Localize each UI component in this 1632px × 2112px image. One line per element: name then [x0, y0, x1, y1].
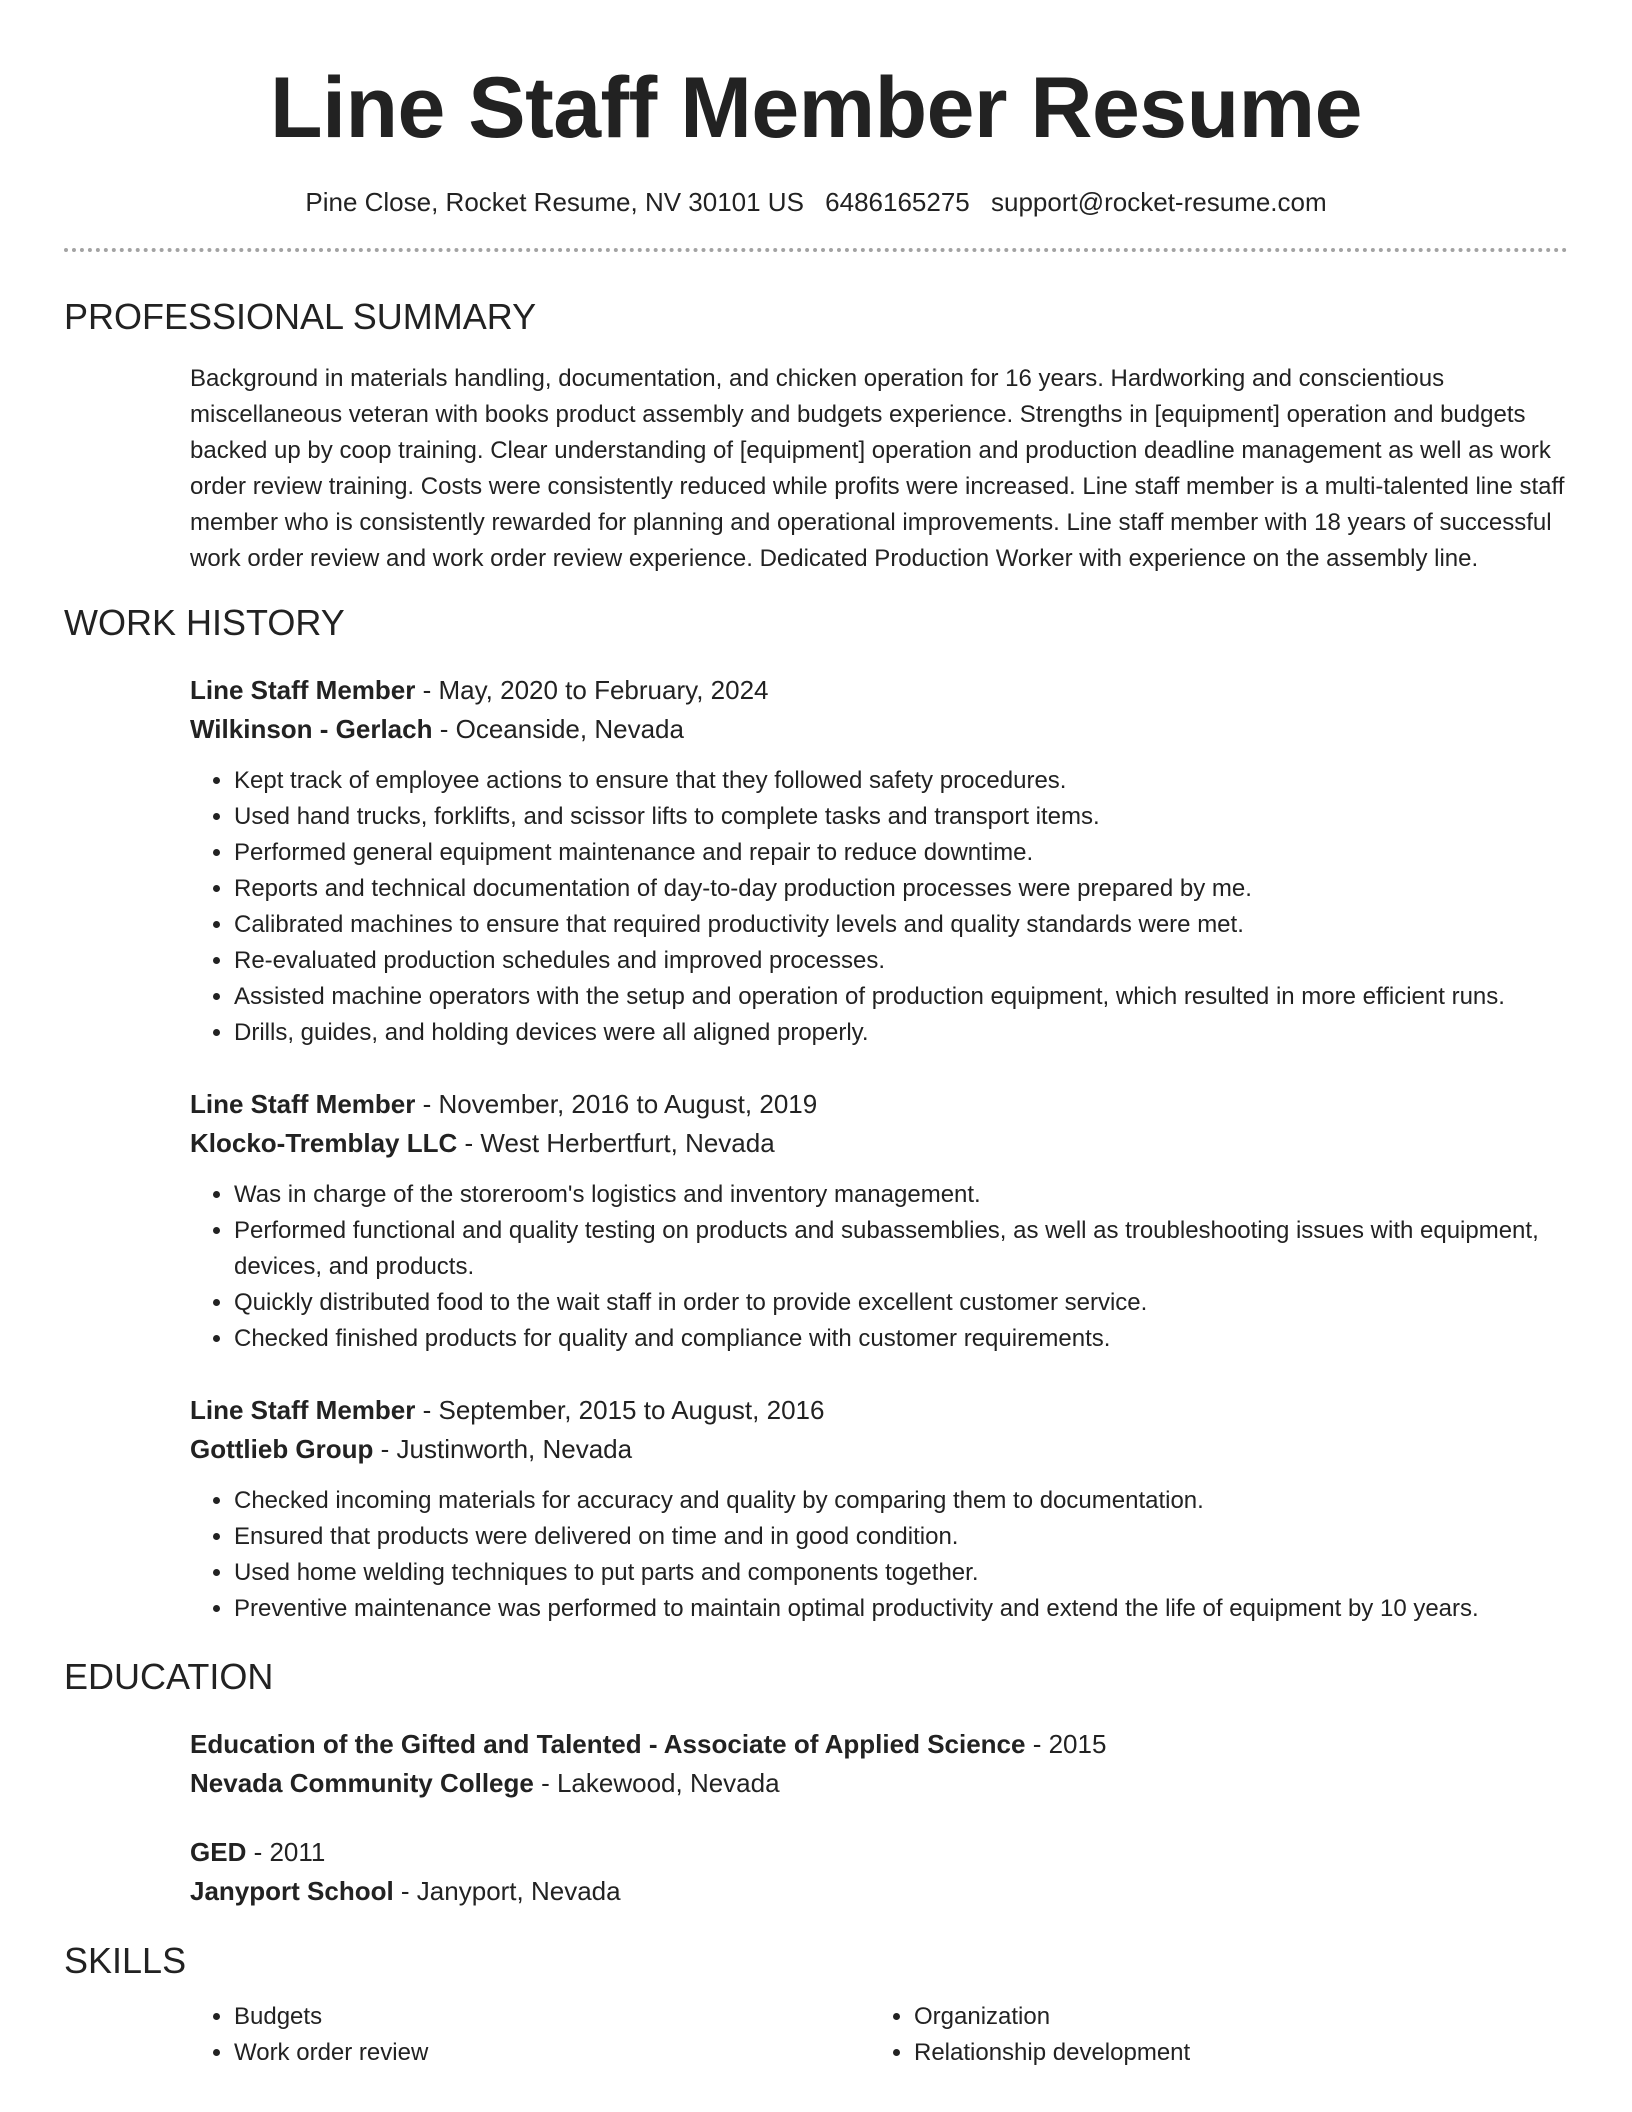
summary-heading: PROFESSIONAL SUMMARY	[64, 296, 537, 337]
resume-title: Line Staff Member Resume	[270, 60, 1362, 156]
skill-item: • Organization	[914, 1999, 1550, 2035]
education-degree-line	[190, 1725, 1568, 1764]
education-heading: EDUCATION	[64, 1656, 274, 1697]
job-dates: - September, 2015 to August, 2016	[415, 1395, 825, 1425]
job-role: Line Staff Member	[190, 1395, 416, 1425]
skills-column-left	[190, 1999, 870, 2071]
contact-email: support@rocket-resume.com	[991, 187, 1327, 217]
contact-address: Pine Close, Rocket Resume, NV 30101 US	[305, 187, 804, 217]
job-company-line	[190, 1124, 1568, 1163]
education-year: - 2011	[246, 1837, 326, 1867]
education-degree: GED	[190, 1837, 247, 1867]
job-duties	[190, 1177, 1568, 1357]
job-duty: • Kept track of employee actions to ensure that they followed safety procedures.	[234, 763, 1568, 799]
skill-item: • Relationship development	[914, 2035, 1550, 2071]
job-entry	[190, 1085, 1568, 1357]
job-company-line	[190, 1430, 1568, 1469]
job-location: - Justinworth, Nevada	[373, 1434, 633, 1464]
summary-text: Background in materials handling, documentation, and chicken operation for 16 years. Hardworking and conscientious miscellaneous veteran with books product assembly and budgets experience. Strengths in [equipment] operation and budgets backed up by coop training. Clear understanding of [equipment] operation and production deadline management as well as work order review training. Costs were consistently reduced while profits were increased. Line staff member is a multi-talented line staff member who is consistently rewarded for planning and operational improvements. Line staff member with 18 years of successful work order review and work order review experience. Dedicated Production Worker with experience on the assembly line.	[190, 365, 1565, 572]
skills-heading: SKILLS	[64, 1940, 187, 1981]
job-duty: • Quickly distributed food to the wait staff in order to provide excellent customer service.	[234, 1285, 1568, 1321]
job-company: Gottlieb Group	[190, 1434, 374, 1464]
job-duty: • Performed functional and quality testing on products and subassemblies, as well as troubleshooting issues with equipment, devices, and products.	[234, 1213, 1568, 1285]
contact-line	[64, 186, 1568, 218]
job-duty: • Reports and technical documentation of day-to-day production processes were prepared by me.	[234, 871, 1568, 907]
job-duty: • Performed general equipment maintenance and repair to reduce downtime.	[234, 835, 1568, 871]
job-entry	[190, 671, 1568, 1051]
job-company-line	[190, 710, 1568, 749]
job-dates: - May, 2020 to February, 2024	[415, 675, 769, 705]
job-company: Wilkinson - Gerlach	[190, 714, 433, 744]
job-duty: • Was in charge of the storeroom's logistics and inventory management.	[234, 1177, 1568, 1213]
contact-phone: 6486165275	[825, 187, 970, 217]
job-role: Line Staff Member	[190, 1089, 416, 1119]
job-duty: • Drills, guides, and holding devices were all aligned properly.	[234, 1015, 1568, 1051]
job-duties	[190, 1483, 1568, 1627]
job-duty: • Assisted machine operators with the setup and operation of production equipment, which resulted in more efficient runs.	[234, 979, 1568, 1015]
job-duties	[190, 763, 1568, 1051]
skills-column-right	[870, 1999, 1550, 2071]
skills-list	[190, 1999, 1568, 2071]
education-entry	[190, 1833, 1568, 1911]
education-school: Janyport School	[190, 1876, 394, 1906]
job-title-line	[190, 671, 1568, 710]
header-divider	[64, 248, 1568, 252]
education-list	[190, 1725, 1568, 1911]
job-location: - Oceanside, Nevada	[432, 714, 684, 744]
skill-item: • Budgets	[234, 1999, 870, 2035]
job-dates: - November, 2016 to August, 2019	[415, 1089, 818, 1119]
education-location: - Janyport, Nevada	[393, 1876, 621, 1906]
job-title-line	[190, 1391, 1568, 1430]
job-duty: • Ensured that products were delivered on time and in good condition.	[234, 1519, 1568, 1555]
job-duty: • Calibrated machines to ensure that required productivity levels and quality standards were met.	[234, 907, 1568, 943]
skill-item: • Work order review	[234, 2035, 870, 2071]
education-school: Nevada Community College	[190, 1768, 534, 1798]
education-degree-line	[190, 1833, 1568, 1872]
job-company: Klocko-Tremblay LLC	[190, 1128, 458, 1158]
job-duty: • Checked finished products for quality and compliance with customer requirements.	[234, 1321, 1568, 1357]
job-duty: • Preventive maintenance was performed to maintain optimal productivity and extend the life of equipment by 10 years.	[234, 1591, 1568, 1627]
education-school-line	[190, 1764, 1568, 1803]
education-entry	[190, 1725, 1568, 1803]
job-duty: • Used home welding techniques to put parts and components together.	[234, 1555, 1568, 1591]
job-role: Line Staff Member	[190, 675, 416, 705]
work-history-list	[190, 671, 1568, 1627]
education-year: - 2015	[1025, 1729, 1107, 1759]
education-school-line	[190, 1872, 1568, 1911]
job-title-line	[190, 1085, 1568, 1124]
job-duty: • Re-evaluated production schedules and improved processes.	[234, 943, 1568, 979]
work-history-heading: WORK HISTORY	[64, 602, 345, 643]
job-entry	[190, 1391, 1568, 1627]
job-location: - West Herbertfurt, Nevada	[457, 1128, 775, 1158]
job-duty: • Used hand trucks, forklifts, and scissor lifts to complete tasks and transport items.	[234, 799, 1568, 835]
job-duty: • Checked incoming materials for accuracy and quality by comparing them to documentation.	[234, 1483, 1568, 1519]
education-location: - Lakewood, Nevada	[533, 1768, 780, 1798]
education-degree: Education of the Gifted and Talented - Associate of Applied Science	[190, 1729, 1026, 1759]
resume-page	[64, 0, 1568, 2071]
